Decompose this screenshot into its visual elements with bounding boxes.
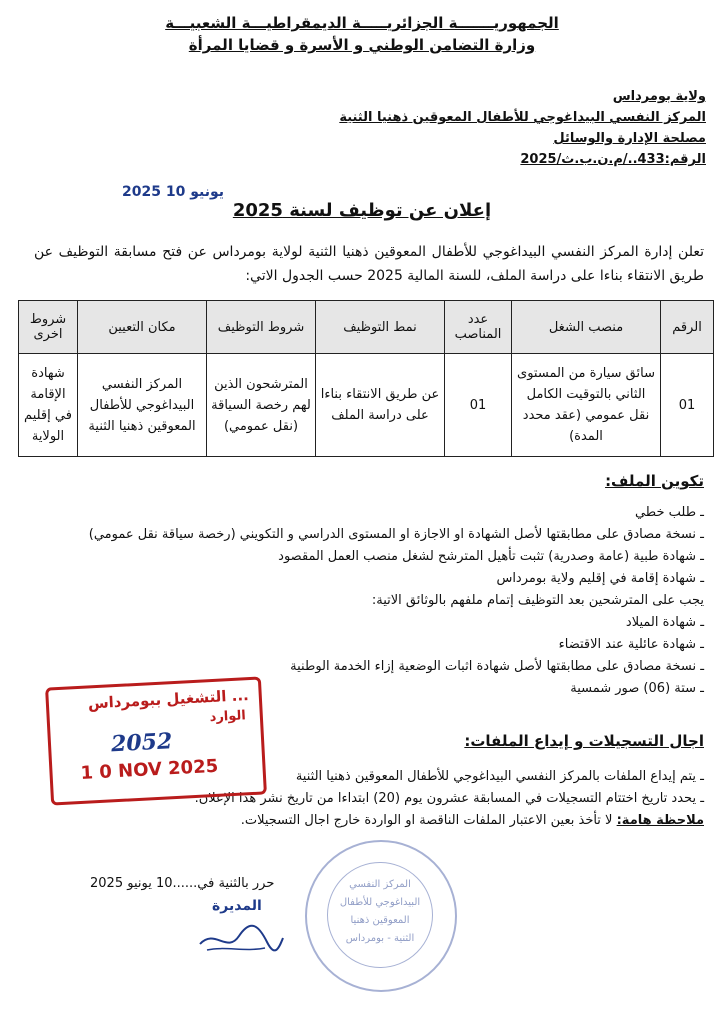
cell-number: 01 <box>661 354 714 457</box>
ministry-header: وزارة التضامن الوطني و الأسرة و قضايا المرأة <box>188 36 536 54</box>
signatory-title: المديرة <box>212 898 262 914</box>
list-item: ـ شهادة إقامة في إقليم ولاية بومرداس <box>496 571 704 586</box>
seal-line1: المركز النفسي <box>349 879 411 890</box>
after-note: يجب على المترشحين بعد التوظيف إتمام ملفهم بالوثائق الاتية: <box>371 593 704 608</box>
list-item: ـ طلب خطي <box>634 505 704 520</box>
important-note <box>14 810 704 832</box>
seal-line2: البيداغوجي للأطفال <box>339 897 421 908</box>
center-line: المركز النفسي البيداغوجي للأطفال المعوقين ذهنيا الثنية <box>339 110 706 125</box>
table-row <box>19 354 714 457</box>
intro-paragraph: تعلن إدارة المركز النفسي البيداغوجي للأطفال المعوقين ذهنيا الثنية لولاية بومرداس عن فتح مسابقة التوظيف عن طريق الانتقاء بناءا على دراسة الملف، للسنة المالية 2025 حسب الجدول الاتي: <box>34 244 704 284</box>
seal-line4: الثنية - بومرداس <box>345 933 415 944</box>
note-text: لا تأخذ بعين الاعتبار الملفات الناقصة او الواردة خارج اجال التسجيلات. <box>240 813 617 828</box>
col-conditions: شروط التوظيف <box>207 301 316 354</box>
cell-conditions: المترشحون الذين لهم رخصة السياقة (نقل عمومي) <box>207 354 316 457</box>
table-header-row <box>19 301 714 354</box>
note-label: ملاحظة هامة: <box>616 813 704 828</box>
service-line: مصلحة الإدارة والوسائل <box>553 131 706 146</box>
date-stamp-top: 2025 يونيو 10 <box>122 184 224 200</box>
list-item: ـ شهادة عائلية عند الاقتضاء <box>558 637 704 652</box>
wilaya-line: ولاية بومرداس <box>612 89 706 104</box>
col-number: الرقم <box>661 301 714 354</box>
stamp-line2: الوارد <box>209 708 247 726</box>
cell-place: المركز النفسي البيداغوجي للأطفال المعوقين ذهنيا الثنية <box>78 354 207 457</box>
stamp-number: 2052 <box>110 728 173 758</box>
page-title: إعلان عن توظيف لسنة 2025 <box>232 200 492 221</box>
deadline-section-title: اجال التسجيلات و إيداع الملفات: <box>464 732 704 750</box>
signoff-line: حرر بالثنية في......10 يونيو 2025 <box>90 876 275 891</box>
col-mode: نمط التوظيف <box>316 301 445 354</box>
list-item: ـ نسخة مصادق على مطابقتها لأصل الشهادة او الاجازة او المستوى الدراسي و التكويني (رخصة سياقة نقل عمومي) <box>88 527 704 542</box>
cell-post: سائق سيارة من المستوى الثاني بالتوقيت الكامل نقل عمومي (عقد محدد المدة) <box>512 354 661 457</box>
col-place: مكان التعيين <box>78 301 207 354</box>
cell-mode: عن طريق الانتقاء بناءا على دراسة الملف <box>316 354 445 457</box>
col-other: شروط اخرى <box>19 301 78 354</box>
received-stamp <box>45 676 267 805</box>
recruitment-table <box>18 300 714 457</box>
republic-header: الجمهوريـــــــة الجزائريـــــة الديمقراطيـــة الشعبيـــة <box>165 14 559 32</box>
file-section-title: تكوين الملف: <box>605 472 704 490</box>
list-item: ـ شهادة طبية (عامة وصدرية) تثبت تأهيل المترشح لشغل منصب العمل المقصود <box>278 549 704 564</box>
list-item: ـ يتم إيداع الملفات بالمركز النفسي البيداغوجي للأطفال المعوقين ذهنيا الثنية <box>295 769 704 784</box>
col-count: عدد المناصب <box>445 301 512 354</box>
stamp-line1: ... التشغيل ببومرداس <box>87 686 250 713</box>
signature-mark <box>195 910 285 960</box>
file-section <box>14 470 704 700</box>
list-item: ـ نسخة مصادق على مطابقتها لأصل شهادة اثبات الوضعية إزاء الخدمة الوطنية <box>290 659 704 674</box>
list-item: ـ شهادة الميلاد <box>625 615 704 630</box>
list-item: ـ يحدد تاريخ اختتام التسجيلات في المسابقة عشرون يوم (20) ابتداءا من تاريخ نشر هذا الإعلان. <box>194 791 704 806</box>
col-post: منصب الشغل <box>512 301 661 354</box>
seal-line3: المعوقين ذهنيا <box>350 915 410 926</box>
list-item: ـ ستة (06) صور شمسية <box>570 681 704 696</box>
reference-line: الرقم:433../م.ن.ب.ث/2025 <box>520 152 706 167</box>
official-seal <box>305 840 457 992</box>
stamp-date: 1 0 NOV 2025 <box>80 755 219 784</box>
cell-count: 01 <box>445 354 512 457</box>
sender-block <box>186 86 706 170</box>
cell-other: شهادة الإقامة في إقليم الولاية <box>19 354 78 457</box>
